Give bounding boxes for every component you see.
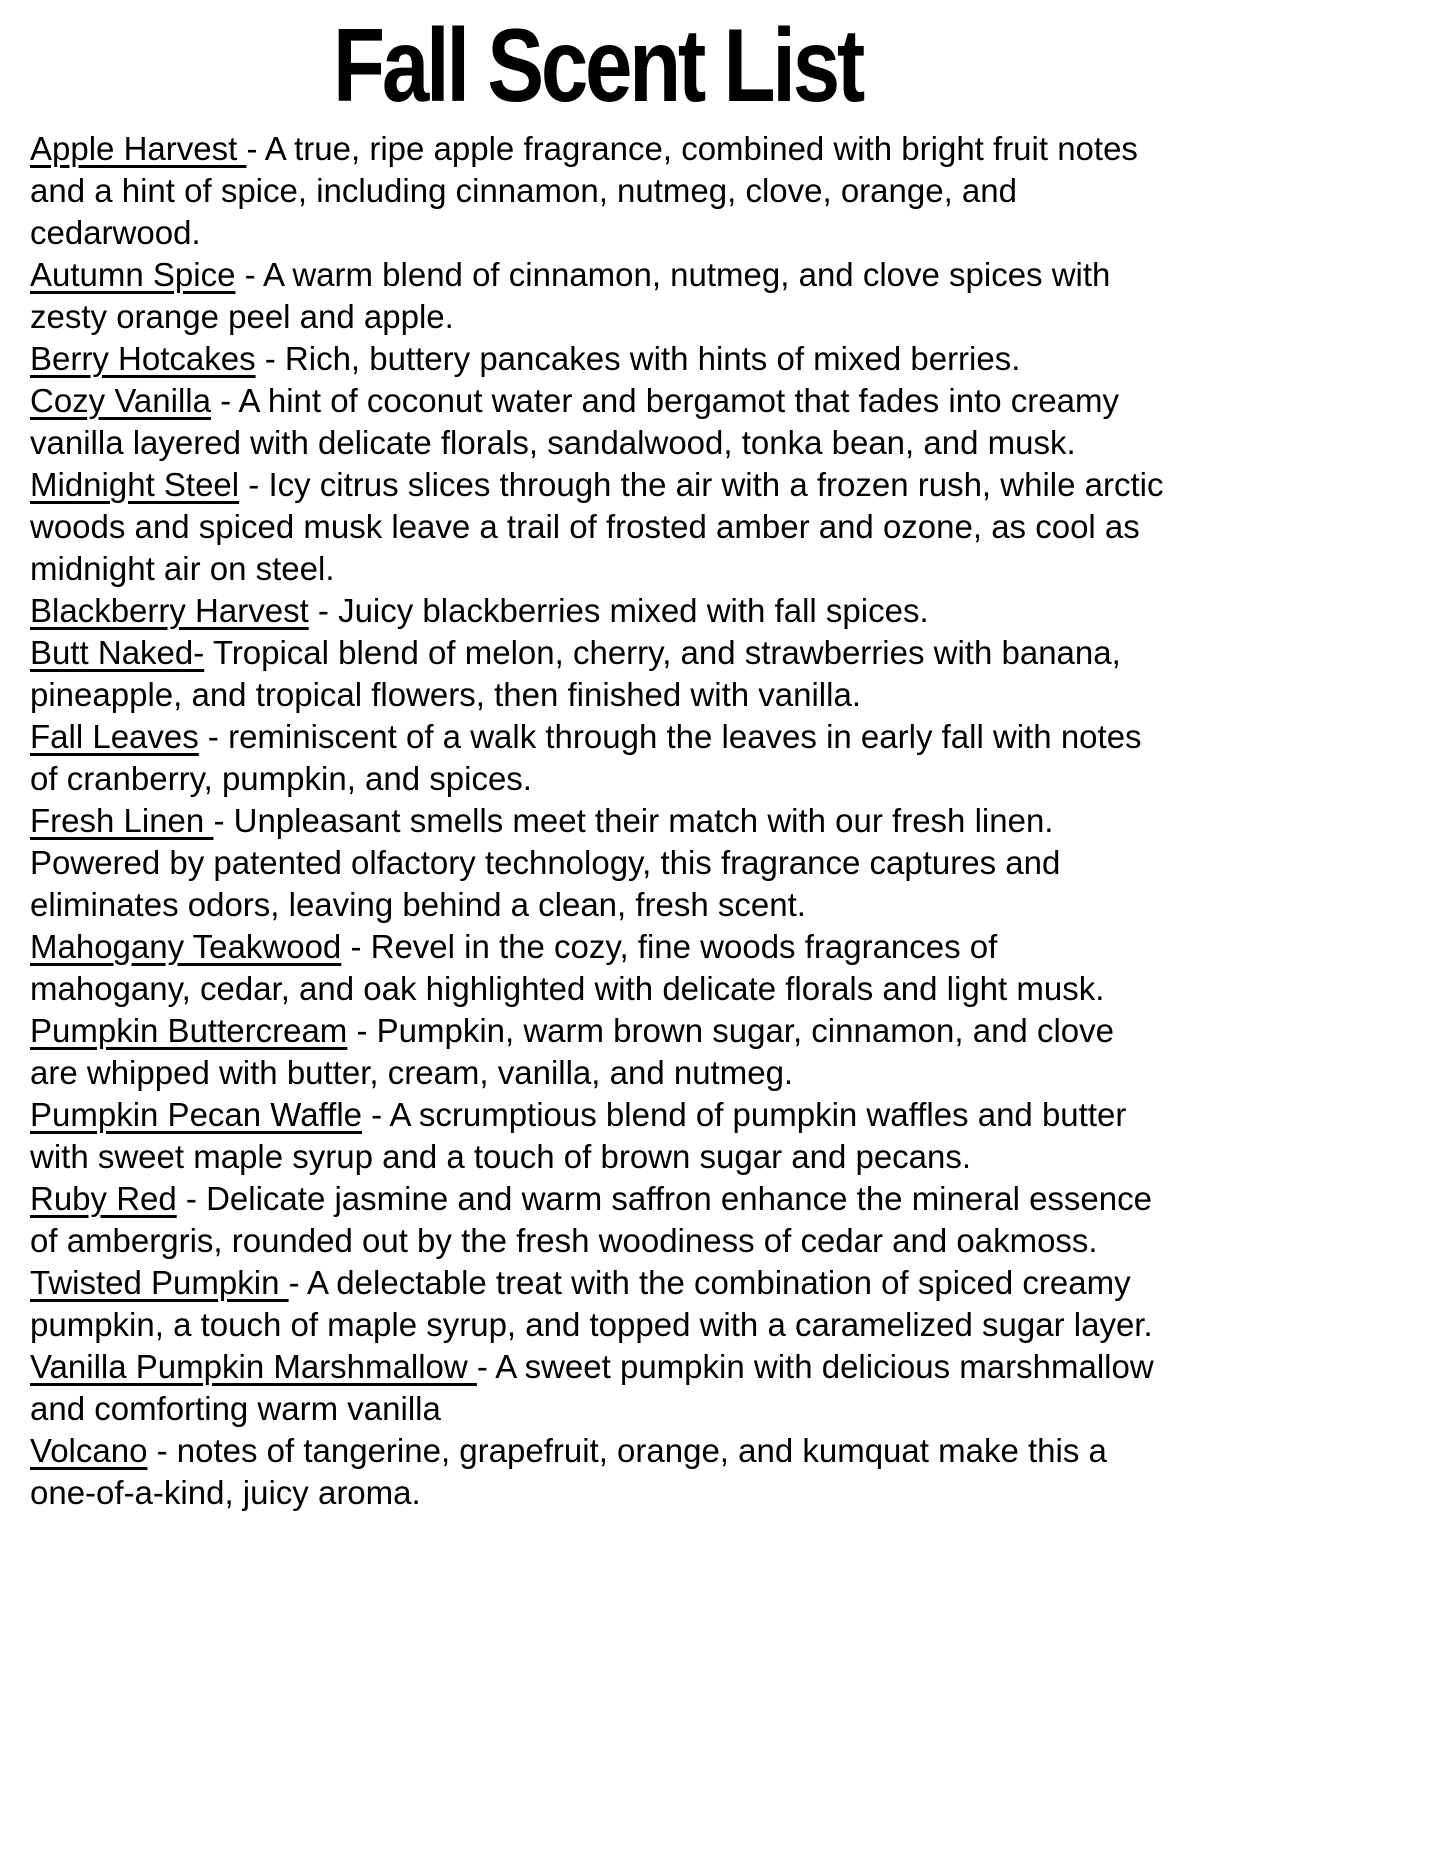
scent-description: Rich, buttery pancakes with hints of mixed berries. (284, 340, 1021, 377)
scent-entry (30, 590, 1165, 632)
scent-separator: - (246, 130, 265, 167)
scent-separator: - (176, 1180, 207, 1217)
scent-description: Pumpkin, warm brown sugar, cinnamon, and clove are whipped with butter, cream, vanilla, and nutmeg. (30, 1012, 1114, 1091)
scent-separator: - (362, 1096, 390, 1133)
scent-description: notes of tangerine, grapefruit, orange, and kumquat make this a one-of-a-kind, juicy aroma. (30, 1432, 1107, 1511)
page-title: Fall Scent List (333, 8, 862, 124)
scent-description: A delectable treat with the combination of spiced creamy pumpkin, a touch of maple syrup, and topped with a caramelized sugar layer. (30, 1264, 1153, 1343)
scent-separator: - (288, 1264, 307, 1301)
scent-name: Vanilla Pumpkin Marshmallow (30, 1348, 477, 1385)
scent-entry (30, 380, 1165, 464)
scent-name: Fresh Linen (30, 802, 214, 839)
scent-description: A warm blend of cinnamon, nutmeg, and clove spices with zesty orange peel and apple. (30, 256, 1111, 335)
scent-separator: - (210, 382, 239, 419)
scent-separator: - (239, 466, 269, 503)
scent-entry (30, 1430, 1165, 1514)
scent-separator: - (341, 928, 371, 965)
scent-name: Fall Leaves (30, 718, 199, 755)
scent-name: Autumn Spice (30, 256, 236, 293)
scent-entry (30, 1010, 1165, 1094)
scent-entry (30, 716, 1165, 800)
scent-description: Juicy blackberries mixed with fall spices. (338, 592, 929, 629)
scent-name: Midnight Steel (30, 466, 240, 503)
scent-entry (30, 632, 1165, 716)
scent-separator: - (255, 340, 285, 377)
scent-entry (30, 1178, 1165, 1262)
scent-name: Butt Naked- (30, 634, 205, 671)
scent-name: Mahogany Teakwood (30, 928, 342, 965)
scent-separator: - (235, 256, 263, 293)
scent-separator: - (347, 1012, 377, 1049)
scent-name: Twisted Pumpkin (30, 1264, 289, 1301)
scent-entry (30, 254, 1165, 338)
scent-separator: - (198, 718, 229, 755)
scent-entry (30, 800, 1165, 926)
scent-name: Blackberry Harvest (30, 592, 309, 629)
scent-description: Revel in the cozy, fine woods fragrances of mahogany, cedar, and oak highlighted with delicate florals and light musk. (30, 928, 1105, 1007)
scent-name: Ruby Red (30, 1180, 177, 1217)
scent-entry (30, 338, 1165, 380)
scent-separator (204, 634, 213, 671)
scent-description: A scrumptious blend of pumpkin waffles and butter with sweet maple syrup and a touch of brown sugar and pecans. (30, 1096, 1127, 1175)
scent-description: Delicate jasmine and warm saffron enhance the mineral essence of ambergris, rounded out by the fresh woodiness of cedar and oakmoss. (30, 1180, 1152, 1259)
scent-name: Pumpkin Buttercream (30, 1012, 348, 1049)
scent-description: A true, ripe apple fragrance, combined with bright fruit notes and a hint of spice, including cinnamon, nutmeg, clove, orange, and cedarwood. (30, 130, 1138, 251)
scent-name: Apple Harvest (30, 130, 247, 167)
scent-name: Berry Hotcakes (30, 340, 256, 377)
scent-entry (30, 1346, 1165, 1430)
scent-name: Pumpkin Pecan Waffle (30, 1096, 362, 1133)
scent-entry (30, 1094, 1165, 1178)
scent-entry (30, 926, 1165, 1010)
scent-description: Unpleasant smells meet their match with our fresh linen. Powered by patented olfactory technology, this fragrance captures and eliminates odors, leaving behind a clean, fresh scent. (30, 802, 1061, 923)
scent-description: A hint of coconut water and bergamot that fades into creamy vanilla layered with delicate florals, sandalwood, tonka bean, and musk. (30, 382, 1119, 461)
scent-entry (30, 464, 1165, 590)
scent-name: Volcano (30, 1432, 148, 1469)
scent-separator: - (213, 802, 234, 839)
scent-name: Cozy Vanilla (30, 382, 211, 419)
scent-separator: - (308, 592, 339, 629)
scent-description: Icy citrus slices through the air with a frozen rush, while arctic woods and spiced musk leave a trail of frosted amber and ozone, as cool as midnight air on steel. (30, 466, 1164, 587)
scent-separator: - (147, 1432, 177, 1469)
scent-description: A sweet pumpkin with delicious marshmallow and comforting warm vanilla (30, 1348, 1154, 1427)
scent-description: reminiscent of a walk through the leaves in early fall with notes of cranberry, pumpkin, and spices. (30, 718, 1142, 797)
scent-entry (30, 1262, 1165, 1346)
scent-description: Tropical blend of melon, cherry, and strawberries with banana, pineapple, and tropical flowers, then finished with vanilla. (30, 634, 1121, 713)
scent-separator: - (476, 1348, 496, 1385)
scent-list (30, 128, 1165, 1514)
scent-entry (30, 128, 1165, 254)
